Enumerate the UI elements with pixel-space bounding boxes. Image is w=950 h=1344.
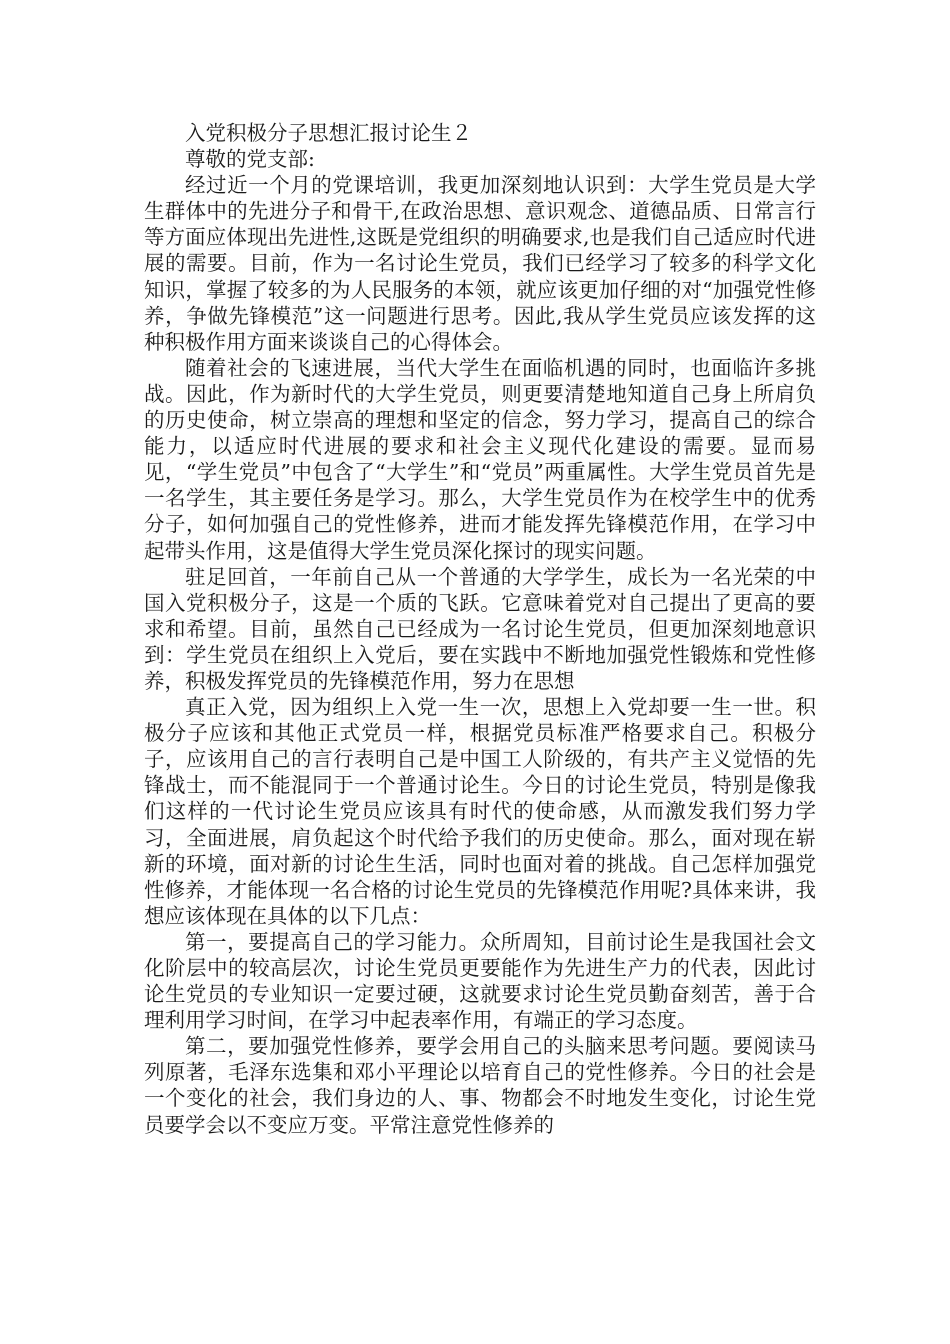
salutation: 尊敬的党支部: bbox=[185, 147, 315, 172]
document-title: 入党积极分子思想汇报讨论生２ bbox=[185, 121, 472, 145]
body-paragraph: 第一，要提高自己的学习能力。众所周知，目前讨论生是我国社会文化阶层中的较高层次，讨论生党员更要能作为先进生产力的代表，因此讨论生党员的专业知识一定要过硬，这就要求讨论生党员勤奋刻苦，善于合理利用学习时间，在学习中起表率作用，有端正的学习态度。 bbox=[144, 929, 816, 1033]
document-body bbox=[144, 120, 816, 1138]
body-paragraph: 随着社会的飞速进展，当代大学生在面临机遇的同时，也面临许多挑战。因此，作为新时代的大学生党员，则更要清楚地知道自己身上所肩负的历史使命，树立崇高的理想和坚定的信念，努力学习，提高自己的综合能力，以适应时代进展的要求和社会主义现代化建设的需要。显而易见，“学生党员”中包含了“大学生”和“党员”两重属性。大学生党员首先是一名学生，其主要任务是学习。那么，大学生党员作为在校学生中的优秀分子，如何加强自己的党性修养，进而才能发挥先锋模范作用，在学习中起带头作用，这是值得大学生党员深化探讨的现实问题。 bbox=[144, 355, 816, 563]
body-paragraph: 第二，要加强党性修养，要学会用自己的头脑来思考问题。要阅读马列原著，毛泽东选集和邓小平理论以培育自己的党性修养。今日的社会是一个变化的社会，我们身边的人、事、物都会不时地发生变化，讨论生党员要学会以不变应万变。平常注意党性修养的 bbox=[144, 1034, 816, 1137]
body-paragraph: 驻足回首，一年前自己从一个普通的大学学生，成长为一名光荣的中国入党积极分子，这是一个质的飞跃。它意味着党对自己提出了更高的要求和希望。目前，虽然自己已经成为一名讨论生党员，但更加深刻地意识到：学生党员在组织上入党后，要在实践中不断地加强党性锻炼和党性修养，积极发挥党员的先锋模范作用，努力在思想 bbox=[144, 564, 816, 693]
body-paragraph: 真正入党，因为组织上入党一生一次，思想上入党却要一生一世。积极分子应该和其他正式党员一样，根据党员标准严格要求自己。积极分子，应该用自己的言行表明自己是中国工人阶级的，有共产主义觉悟的先锋战士，而不能混同于一个普通讨论生。今日的讨论生党员，特别是像我们这样的一代讨论生党员应该具有时代的使命感，从而激发我们努力学习，全面进展，肩负起这个时代给予我们的历史使命。那么，面对现在崭新的环境，面对新的讨论生生活，同时也面对着的挑战。自己怎样加强党性修养，才能体现一名合格的讨论生党员的先锋模范作用呢?具体来讲，我想应该体现在具体的以下几点： bbox=[144, 695, 816, 928]
body-paragraph: 经过近一个月的党课培训，我更加深刻地认识到：大学生党员是大学生群体中的先进分子和骨干,在政治思想、意识观念、道德品质、日常言行等方面应体现出先进性,这既是党组织的明确要求,也是我们自己适应时代进展的需要。目前，作为一名讨论生党员，我们已经学习了较多的科学文化知识，掌握了较多的为人民服务的本领，就应该更加仔细的对“加强党性修养，争做先锋模范”这一问题进行思考。因此,我从学生党员应该发挥的这种积极作用方面来谈谈自己的心得体会。 bbox=[144, 173, 816, 354]
